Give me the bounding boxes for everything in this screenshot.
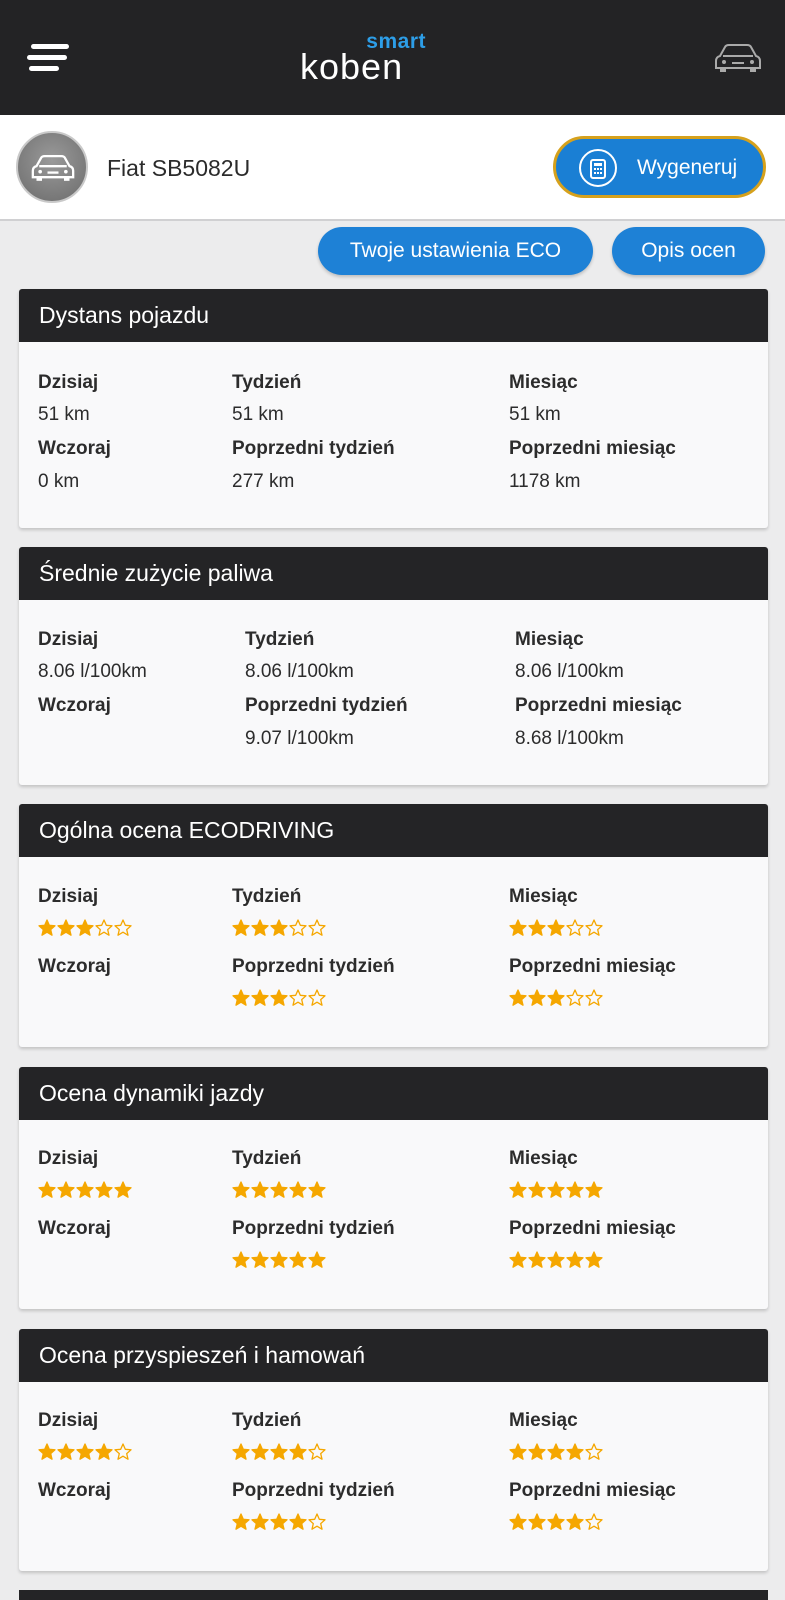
star-filled-icon [251, 1251, 269, 1269]
star-filled-icon [76, 919, 94, 937]
cell-label: Poprzedni miesiąc [509, 1480, 676, 1501]
star-empty-icon [308, 1443, 326, 1461]
card-title: Średnie zużycie paliwa [19, 547, 768, 600]
car-avatar-icon [31, 151, 75, 185]
star-filled-icon [232, 919, 250, 937]
eco-settings-button[interactable]: Twoje ustawienia ECO [318, 227, 593, 275]
star-filled-icon [566, 1181, 584, 1199]
cell-value: 8.06 l/100km [515, 661, 624, 682]
star-filled-icon [585, 1251, 603, 1269]
vehicle-bar [0, 115, 785, 221]
hamburger-icon[interactable] [27, 42, 71, 76]
star-filled-icon [232, 989, 250, 1007]
cell-value: 0 km [38, 471, 80, 492]
star-filled-icon [270, 1251, 288, 1269]
star-filled-icon [547, 919, 565, 937]
cell-label: Poprzedni miesiąc [509, 956, 676, 977]
star-filled-icon [251, 989, 269, 1007]
star-filled-icon [232, 1513, 250, 1531]
cell-value: 51 km [509, 404, 561, 425]
star-filled-icon [38, 1181, 56, 1199]
card-ecodriving-rating [19, 804, 768, 1047]
star-filled-icon [509, 919, 527, 937]
cell-value: 9.07 l/100km [245, 728, 354, 749]
cell-label: Wczoraj [38, 956, 111, 977]
star-rating [232, 919, 327, 942]
star-filled-icon [114, 1181, 132, 1199]
star-rating [509, 1513, 604, 1536]
cell-label: Miesiąc [515, 629, 584, 650]
star-filled-icon [270, 1181, 288, 1199]
star-filled-icon [566, 1251, 584, 1269]
star-filled-icon [232, 1251, 250, 1269]
card-title: Ogólna ocena ECODRIVING [19, 804, 768, 857]
star-rating [509, 919, 604, 942]
cell-value: 51 km [232, 404, 284, 425]
cell-label: Wczoraj [38, 438, 111, 459]
cell-label: Tydzień [232, 372, 302, 393]
star-filled-icon [547, 1513, 565, 1531]
car-icon[interactable] [714, 42, 762, 74]
cell-label: Dzisiaj [38, 372, 99, 393]
star-filled-icon [509, 1181, 527, 1199]
card-fuel-consumption [19, 547, 768, 785]
star-rating [38, 1181, 133, 1204]
star-filled-icon [289, 1251, 307, 1269]
star-filled-icon [270, 1513, 288, 1531]
vehicle-avatar [16, 131, 88, 203]
cell-label: Tydzień [232, 1148, 302, 1169]
cell-label: Wczoraj [38, 1218, 111, 1239]
star-filled-icon [289, 1443, 307, 1461]
cell-value: 8.06 l/100km [245, 661, 354, 682]
logo-koben-text: koben [300, 46, 404, 87]
cell-label: Wczoraj [38, 695, 111, 716]
cell-label: Dzisiaj [38, 1410, 99, 1431]
star-filled-icon [308, 1181, 326, 1199]
card-vehicle-distance [19, 289, 768, 528]
star-empty-icon [585, 1513, 603, 1531]
star-filled-icon [38, 1443, 56, 1461]
star-filled-icon [547, 989, 565, 1007]
star-filled-icon [547, 1443, 565, 1461]
vehicle-name: Fiat SB5082U [107, 155, 251, 181]
cell-label: Wczoraj [38, 1480, 111, 1501]
ratings-description-button[interactable]: Opis ocen [612, 227, 765, 275]
cell-value: 8.68 l/100km [515, 728, 624, 749]
star-filled-icon [585, 1181, 603, 1199]
star-filled-icon [270, 1443, 288, 1461]
star-rating [38, 1443, 133, 1466]
star-filled-icon [95, 1181, 113, 1199]
card-title: Dystans pojazdu [19, 289, 768, 342]
star-filled-icon [528, 1181, 546, 1199]
cell-label: Dzisiaj [38, 1148, 99, 1169]
star-filled-icon [38, 919, 56, 937]
star-filled-icon [547, 1251, 565, 1269]
cell-label: Miesiąc [509, 886, 578, 907]
star-filled-icon [57, 1181, 75, 1199]
cell-label: Poprzedni tydzień [232, 1218, 395, 1239]
star-filled-icon [76, 1181, 94, 1199]
card-title: Ocena dynamiki jazdy [19, 1067, 768, 1120]
calculator-icon [579, 149, 617, 187]
cell-label: Poprzedni miesiąc [509, 438, 676, 459]
star-filled-icon [566, 1513, 584, 1531]
star-filled-icon [509, 1513, 527, 1531]
card-acceleration-braking-rating [19, 1329, 768, 1571]
star-empty-icon [308, 989, 326, 1007]
cell-label: Dzisiaj [38, 629, 99, 650]
star-filled-icon [566, 1443, 584, 1461]
star-filled-icon [76, 1443, 94, 1461]
cell-value: 277 km [232, 471, 295, 492]
star-filled-icon [308, 1251, 326, 1269]
star-filled-icon [509, 989, 527, 1007]
star-empty-icon [95, 919, 113, 937]
cell-value: 51 km [38, 404, 90, 425]
app-logo [300, 28, 430, 88]
star-filled-icon [528, 1443, 546, 1461]
star-empty-icon [566, 989, 584, 1007]
star-empty-icon [114, 1443, 132, 1461]
star-filled-icon [232, 1443, 250, 1461]
star-rating [509, 989, 604, 1012]
star-rating [509, 1251, 604, 1274]
cell-label: Poprzedni tydzień [232, 438, 395, 459]
cell-label: Tydzień [232, 1410, 302, 1431]
star-filled-icon [270, 989, 288, 1007]
star-rating [38, 919, 133, 942]
star-empty-icon [566, 919, 584, 937]
star-filled-icon [509, 1251, 527, 1269]
star-filled-icon [57, 919, 75, 937]
cell-label: Miesiąc [509, 1410, 578, 1431]
cell-label: Poprzedni tydzień [232, 1480, 395, 1501]
star-empty-icon [289, 919, 307, 937]
star-filled-icon [289, 1513, 307, 1531]
cell-value: 1178 km [509, 471, 581, 492]
star-rating [232, 1251, 327, 1274]
star-filled-icon [251, 1513, 269, 1531]
star-filled-icon [528, 989, 546, 1007]
star-filled-icon [509, 1443, 527, 1461]
generate-button[interactable] [553, 136, 766, 198]
cell-label: Tydzień [232, 886, 302, 907]
cell-label: Dzisiaj [38, 886, 99, 907]
cell-label: Poprzedni miesiąc [509, 1218, 676, 1239]
star-filled-icon [289, 1181, 307, 1199]
next-card-header [19, 1590, 768, 1600]
cell-value: 8.06 l/100km [38, 661, 147, 682]
star-filled-icon [270, 919, 288, 937]
star-filled-icon [528, 919, 546, 937]
star-filled-icon [528, 1251, 546, 1269]
logo-smart-text: smart [366, 30, 426, 53]
star-empty-icon [585, 919, 603, 937]
star-empty-icon [308, 1513, 326, 1531]
star-filled-icon [57, 1443, 75, 1461]
star-rating [232, 1181, 327, 1204]
star-filled-icon [251, 1181, 269, 1199]
star-filled-icon [251, 919, 269, 937]
cell-label: Miesiąc [509, 1148, 578, 1169]
star-rating [232, 989, 327, 1012]
cell-label: Poprzedni tydzień [232, 956, 395, 977]
star-empty-icon [585, 1443, 603, 1461]
star-rating [509, 1443, 604, 1466]
card-driving-dynamics-rating [19, 1067, 768, 1309]
star-filled-icon [95, 1443, 113, 1461]
cell-label: Miesiąc [509, 372, 578, 393]
generate-button-label: Wygeneruj [637, 156, 738, 179]
app-header [0, 0, 785, 115]
cell-label: Poprzedni miesiąc [515, 695, 682, 716]
star-empty-icon [114, 919, 132, 937]
star-empty-icon [289, 989, 307, 1007]
card-title: Ocena przyspieszeń i hamowań [19, 1329, 768, 1382]
star-empty-icon [308, 919, 326, 937]
star-rating [232, 1513, 327, 1536]
star-rating [509, 1181, 604, 1204]
star-filled-icon [547, 1181, 565, 1199]
star-empty-icon [585, 989, 603, 1007]
star-rating [232, 1443, 327, 1466]
star-filled-icon [251, 1443, 269, 1461]
cell-label: Poprzedni tydzień [245, 695, 408, 716]
cell-label: Tydzień [245, 629, 315, 650]
star-filled-icon [232, 1181, 250, 1199]
star-filled-icon [528, 1513, 546, 1531]
